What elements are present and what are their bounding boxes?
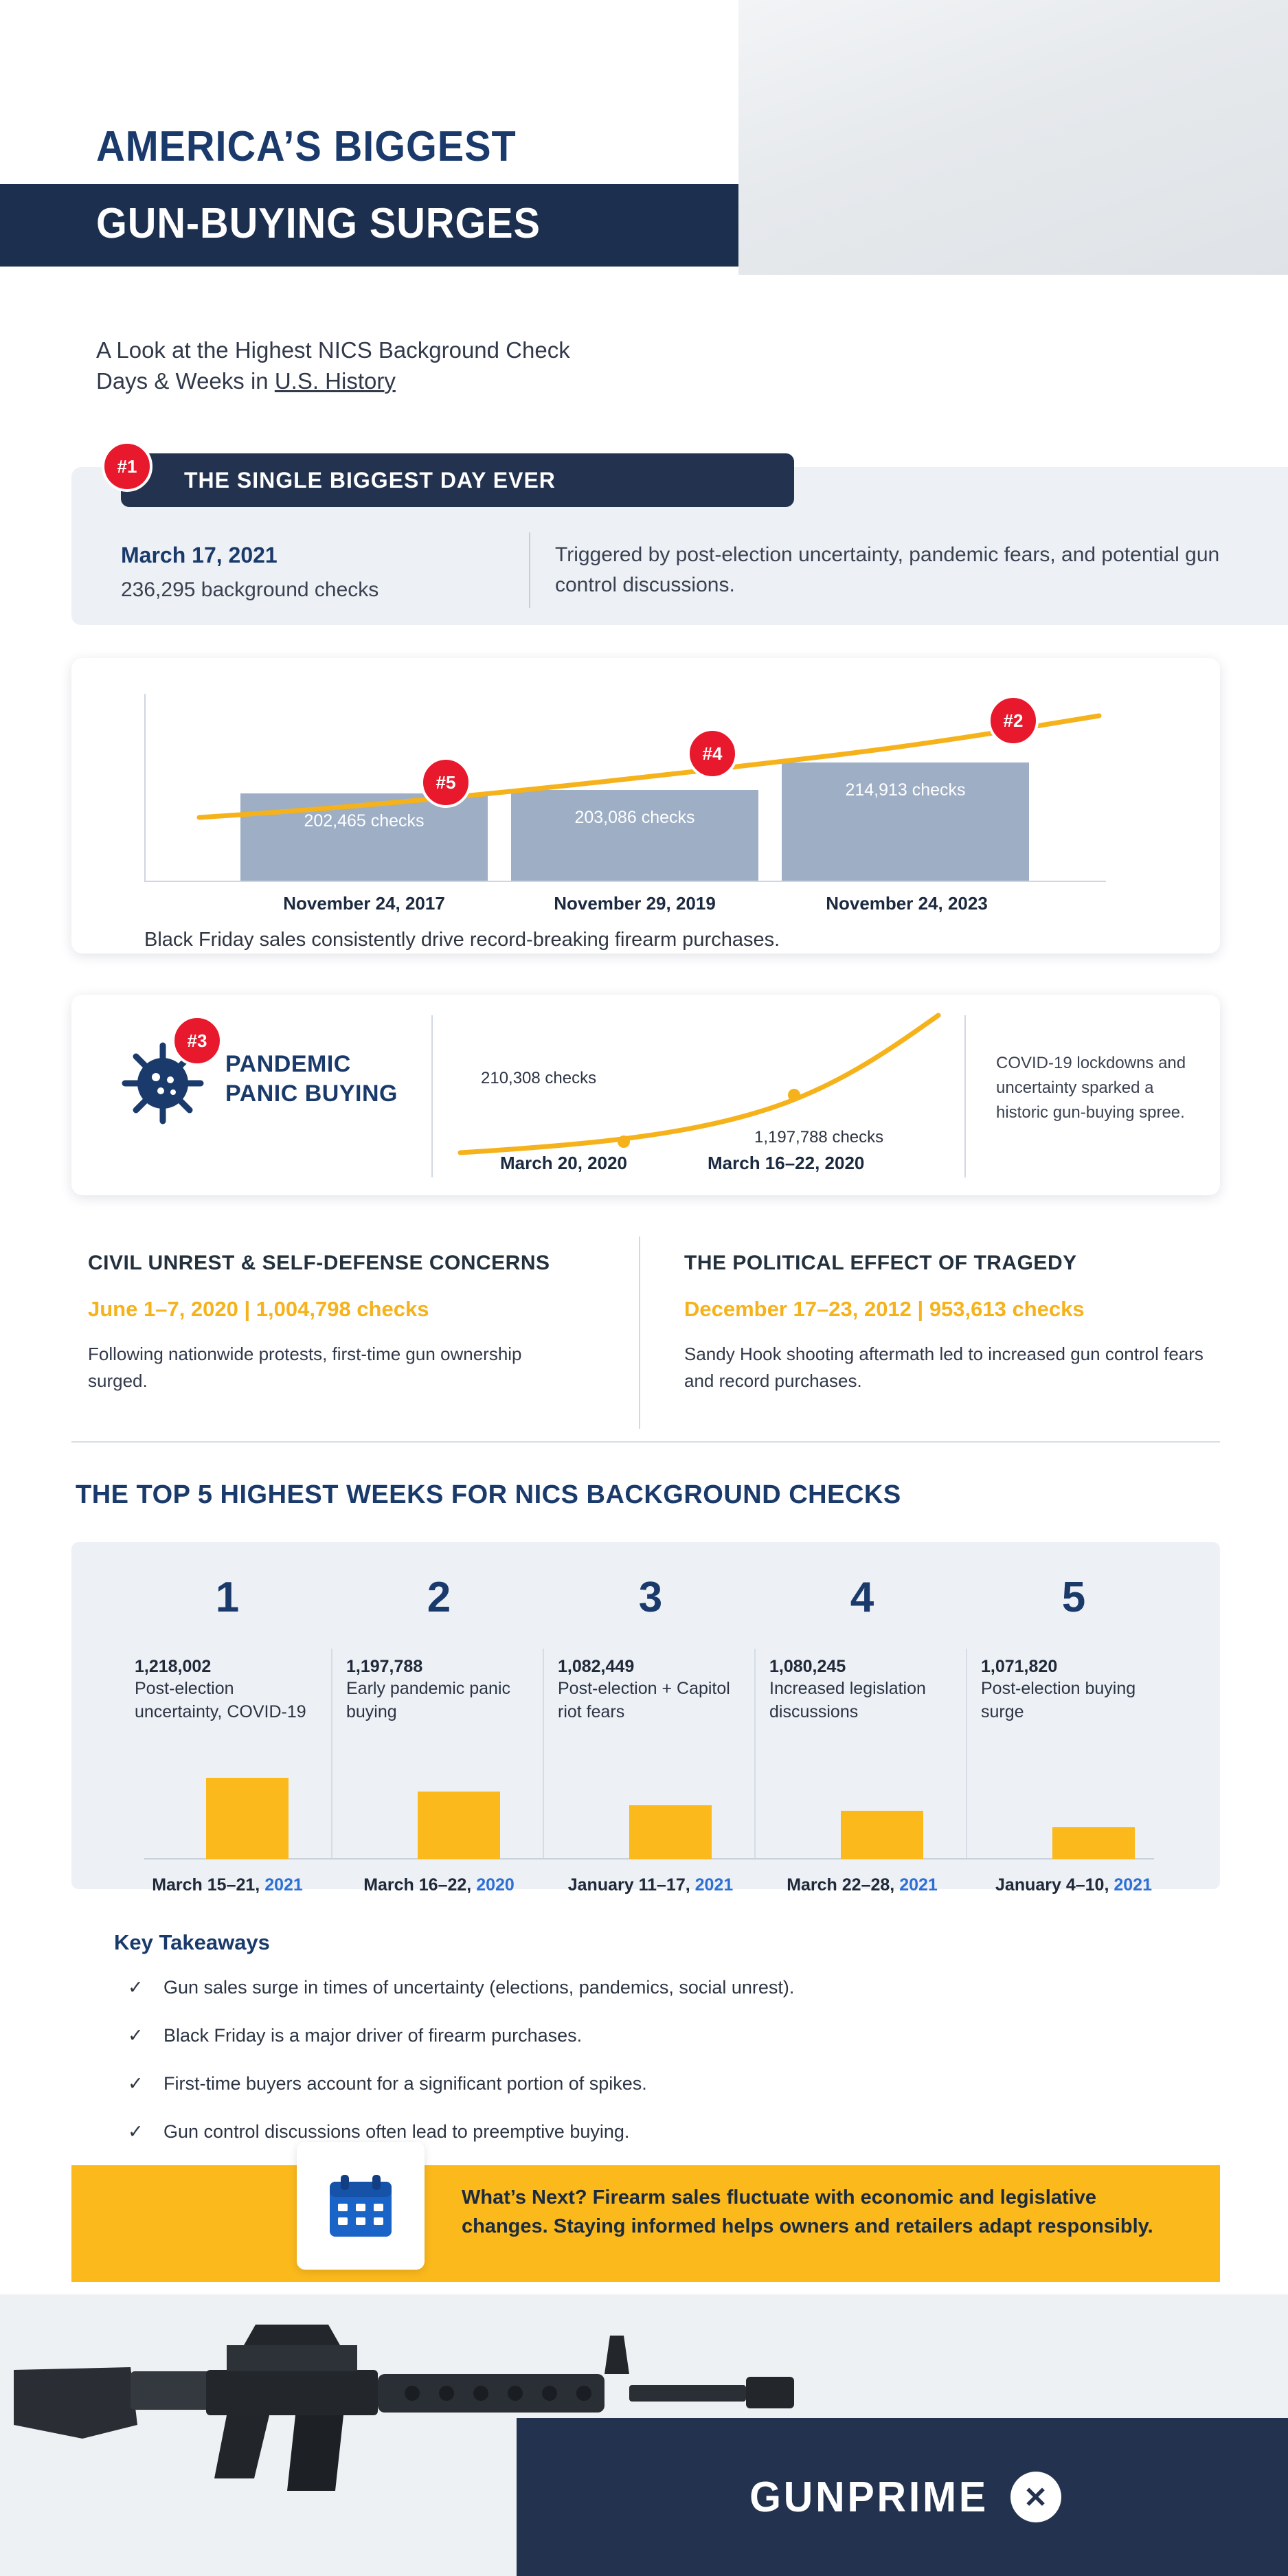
top5-desc-4: Increased legislation discussions: [769, 1679, 926, 1721]
cta-text: What’s Next? Firearm sales fluctuate with economic and legislative changes. Staying informed helps owners and retailers adapt responsibly.: [462, 2187, 1153, 2238]
hero-section: [0, 0, 1288, 302]
rank-badge-3: [172, 1015, 223, 1066]
top5-bar-2: [418, 1792, 500, 1859]
black-friday-bar-2-label: 203,086 checks: [574, 808, 695, 827]
pandemic-title: [225, 1050, 398, 1108]
black-friday-x-axis: [144, 881, 1106, 882]
top5-bar-1: [206, 1778, 289, 1859]
rank-badge-5-label: #5: [436, 771, 456, 793]
top5-date-2: [326, 1875, 552, 1895]
check-icon-4: ✓: [128, 2121, 144, 2142]
top5-value-5: 1,071,820: [981, 1657, 1058, 1676]
top5-rank-5: 5: [1061, 1574, 1086, 1621]
top5-date-1-year: 2021: [264, 1875, 303, 1895]
rank-badge-1-label: #1: [117, 455, 137, 477]
column-2-title: THE POLITICAL EFFECT OF TRAGEDY: [684, 1252, 1077, 1274]
black-friday-bar-3: [782, 762, 1029, 881]
top5-bar-3: [629, 1805, 712, 1859]
top5-rank-4: 4: [850, 1574, 874, 1621]
rank-badge-2: [988, 695, 1039, 746]
subtitle-line2-underline: U.S. History: [274, 368, 396, 394]
top5-bar-4: [841, 1811, 923, 1859]
rank-badge-4-label: #4: [702, 743, 723, 764]
top5-value-4: 1,080,245: [769, 1657, 846, 1676]
pandemic-description: COVID-19 lockdowns and uncertainty sparked a historic gun-buying spree.: [996, 1054, 1186, 1122]
top5-separator-4: [966, 1649, 967, 1859]
key-takeaway-3: First-time buyers account for a significant portion of spikes.: [163, 2073, 647, 2094]
top5-date-5-year: 2021: [1114, 1875, 1152, 1895]
rank-badge-3-label: #3: [187, 1030, 207, 1051]
top5-separator-3: [754, 1649, 756, 1859]
brand-logo-mark: ✕: [1010, 2472, 1061, 2522]
top5-date-3-main: January 11–17,: [567, 1875, 695, 1895]
pandemic-divider-right: [964, 1015, 966, 1177]
black-friday-date-3: November 24, 2023: [826, 893, 988, 914]
black-friday-date-1: November 24, 2017: [283, 893, 445, 914]
page-title-line2: GUN-BUYING SURGES: [96, 200, 541, 247]
black-friday-bar-2: [511, 790, 758, 881]
top5-date-4-main: March 22–28,: [787, 1875, 900, 1895]
black-friday-bar-1-label: 202,465 checks: [304, 811, 425, 831]
key-takeaway-1: Gun sales surge in times of uncertainty (elections, pandemics, social unrest).: [163, 1977, 795, 1998]
biggest-day-date: March 17, 2021: [121, 543, 278, 567]
biggest-day-tab: [121, 453, 794, 507]
biggest-day-checks: 236,295 background checks: [121, 578, 379, 601]
key-takeaways-title: Key Takeaways: [114, 1930, 270, 1954]
check-icon-1: ✓: [128, 1977, 144, 1998]
rank-badge-4: [687, 728, 738, 779]
black-friday-date-2: November 29, 2019: [554, 893, 716, 914]
rank-badge-2-label: #2: [1003, 710, 1024, 731]
subtitle-line2-pre: Days & Weeks in: [96, 368, 275, 394]
column-1-title: CIVIL UNREST & SELF-DEFENSE CONCERNS: [88, 1252, 550, 1274]
top5-date-1: [114, 1875, 341, 1895]
two-column-divider: [639, 1236, 640, 1429]
biggest-day-tab-label: THE SINGLE BIGGEST DAY EVER: [184, 467, 556, 493]
top5-bar-5: [1052, 1827, 1135, 1859]
pandemic-title-line1: PANDEMIC: [225, 1051, 351, 1077]
subtitle-line1: A Look at the Highest NICS Background Check: [96, 337, 570, 363]
pandemic-divider-left: [431, 1015, 433, 1177]
top5-rank-2: 2: [427, 1574, 451, 1621]
check-icon-3: ✓: [128, 2073, 144, 2094]
top5-heading: THE TOP 5 HIGHEST WEEKS FOR NICS BACKGROUND CHECKS: [76, 1480, 901, 1509]
pandemic-point2-date: March 16–22, 2020: [708, 1153, 865, 1173]
check-icon-2: ✓: [128, 2025, 144, 2046]
photo-background: [738, 0, 1288, 275]
handgun-photo: [738, 0, 1288, 275]
top5-desc-2: Early pandemic panic buying: [346, 1679, 511, 1721]
top5-date-1-main: March 15–21,: [152, 1875, 265, 1895]
top5-value-3: 1,082,449: [558, 1657, 635, 1676]
top5-separator-1: [331, 1649, 332, 1859]
top5-date-2-year: 2020: [476, 1875, 515, 1895]
section-divider: [71, 1441, 1220, 1443]
key-takeaway-2: Black Friday is a major driver of firearm purchases.: [163, 2025, 583, 2046]
pandemic-title-line2: PANIC BUYING: [225, 1080, 398, 1107]
top5-rank-3: 3: [638, 1574, 663, 1621]
top5-date-4: [749, 1875, 975, 1895]
brand-logo-text: GUNPRIME: [749, 2473, 989, 2521]
top5-date-5: [960, 1875, 1187, 1895]
pandemic-point1-date: March 20, 2020: [500, 1153, 628, 1173]
black-friday-y-axis: [144, 694, 146, 881]
top5-desc-1: Post-election uncertainty, COVID-19: [135, 1679, 306, 1721]
top5-desc-5: Post-election buying surge: [981, 1679, 1136, 1721]
top5-date-3: [537, 1875, 764, 1895]
rank-badge-1: [102, 441, 152, 492]
top5-rank-1: 1: [215, 1574, 240, 1621]
pandemic-line-chart: [447, 1010, 948, 1175]
biggest-day-description: Triggered by post-election uncertainty, pandemic fears, and potential gun control discussions.: [555, 543, 1220, 596]
top5-value-1: 1,218,002: [135, 1657, 212, 1676]
top5-value-2: 1,197,788: [346, 1657, 423, 1676]
subtitle-line2: [96, 366, 783, 397]
page-subtitle: [96, 335, 783, 396]
column-2-stat: December 17–23, 2012 | 953,613 checks: [684, 1297, 1085, 1321]
column-2-description: Sandy Hook shooting aftermath led to increased gun control fears and record purchases.: [684, 1344, 1204, 1391]
top5-date-5-main: January 4–10,: [995, 1875, 1114, 1895]
page-title-line1: AMERICA’S BIGGEST: [96, 123, 517, 170]
key-takeaway-4: Gun control discussions often lead to preemptive buying.: [163, 2121, 630, 2142]
top5-separator-2: [543, 1649, 544, 1859]
calendar-icon: [297, 2142, 425, 2270]
biggest-day-divider: [529, 532, 530, 608]
top5-desc-3: Post-election + Capitol riot fears: [558, 1679, 730, 1721]
top5-date-3-year: 2021: [694, 1875, 734, 1895]
black-friday-bar-3-label: 214,913 checks: [845, 780, 966, 800]
column-1-stat: June 1–7, 2020 | 1,004,798 checks: [88, 1297, 429, 1321]
brand-logo: [517, 2418, 1288, 2576]
rank-badge-5: [420, 757, 471, 808]
pandemic-point1-label: 210,308 checks: [481, 1069, 597, 1087]
top5-date-4-year: 2021: [899, 1875, 938, 1895]
column-1-description: Following nationwide protests, first-time gun ownership surged.: [88, 1344, 522, 1391]
black-friday-note: Black Friday sales consistently drive record-breaking firearm purchases.: [144, 929, 780, 951]
top5-date-2-main: March 16–22,: [363, 1875, 477, 1895]
pandemic-point2-label: 1,197,788 checks: [754, 1128, 884, 1146]
